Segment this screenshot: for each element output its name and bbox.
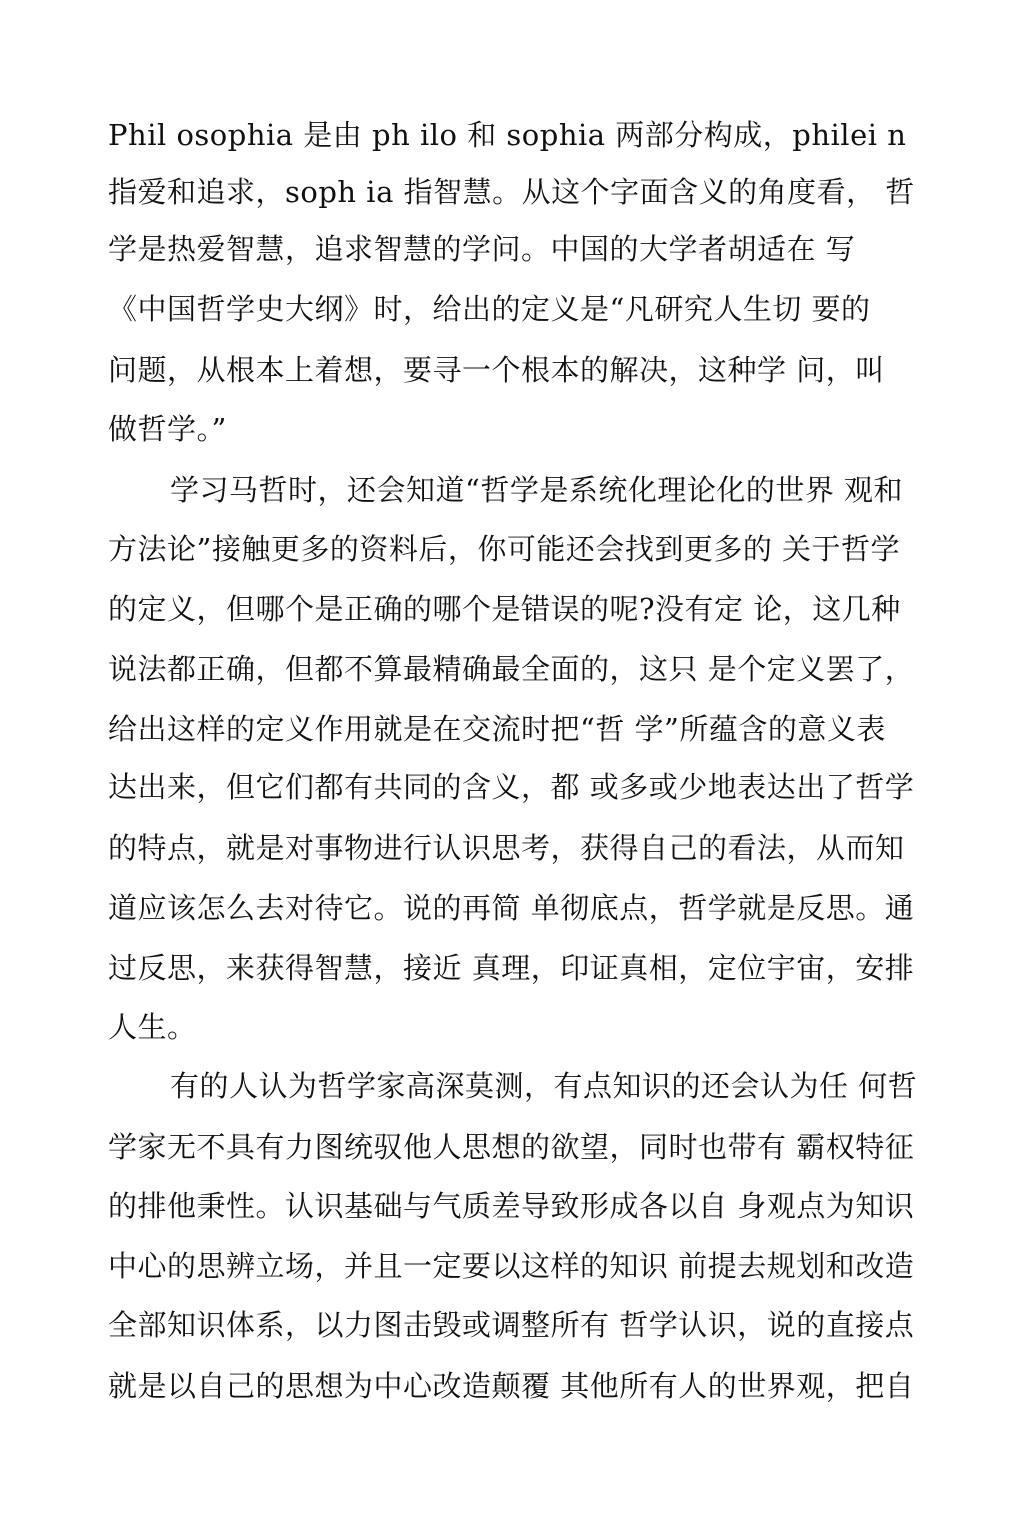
paragraph-3-line-6: 就是以自己的思想为中心改造颠覆 其他所有人的世界观，把自 [108,1369,915,1403]
paragraph-2-line-7: 的特点，就是对事物进行认识思考，获得自己的看法，从而知 [108,831,905,865]
paragraph-1-line-2: 指爱和追求，soph ia 指智慧。从这个字面含义的角度看， 哲 [108,175,915,209]
paragraph-2-line-4: 说法都正确，但都不算最精确最全面的，这只 是个定义罢了， [108,652,915,686]
paragraph-3-line-1: 有的人认为哲学家高深莫测，有点知识的还会认为任 何哲 [170,1069,918,1103]
paragraph-1-line-1: Phil osophia 是由 ph ilo 和 sophia 两部分构成，philei n [108,118,907,152]
paragraph-3-line-2: 学家无不具有力图统驭他人思想的欲望，同时也带有 霸权特征 [108,1130,915,1164]
paragraph-2-line-10: 人生。 [108,1010,197,1044]
paragraph-1-line-5: 问题，从根本上着想，要寻一个根本的解决，这种学 问，叫 [108,353,885,387]
paragraph-2-line-5: 给出这样的定义作用就是在交流时把“哲 学”所蕴含的意义表 [108,712,886,746]
paragraph-1-line-4: 《中国哲学史大纲》时，给出的定义是“凡研究人生切 要的 [108,292,871,326]
paragraph-3-line-3: 的排他秉性。认识基础与气质差导致形成各以自 身观点为知识 [108,1189,915,1223]
paragraph-1-line-3: 学是热爱智慧，追求智慧的学问。中国的大学者胡适在 写 [108,232,856,266]
paragraph-2-line-2: 方法论”接触更多的资料后，你可能还会找到更多的 关于哲学 [108,532,901,566]
paragraph-2-line-1: 学习马哲时，还会知道“哲学是系统化理论化的世界 观和 [170,473,904,507]
paragraph-2-line-6: 达出来，但它们都有共同的含义，都 或多或少地表达出了哲学 [108,770,915,804]
paragraph-2-line-8: 道应该怎么去对待它。说的再简 单彻底点，哲学就是反思。通 [108,891,915,925]
paragraph-2-line-3: 的定义，但哪个是正确的哪个是错误的呢?没有定 论，这几种 [108,592,901,626]
paragraph-3-line-4: 中心的思辨立场，并且一定要以这样的知识 前提去规划和改造 [108,1249,915,1283]
paragraph-3-line-5: 全部知识体系，以力图击毁或调整所有 哲学认识，说的直接点 [108,1308,915,1342]
paragraph-1-line-6: 做哲学。” [108,412,227,446]
paragraph-2-line-9: 过反思，来获得智慧，接近 真理，印证真相，定位宇宙，安排 [108,951,915,985]
